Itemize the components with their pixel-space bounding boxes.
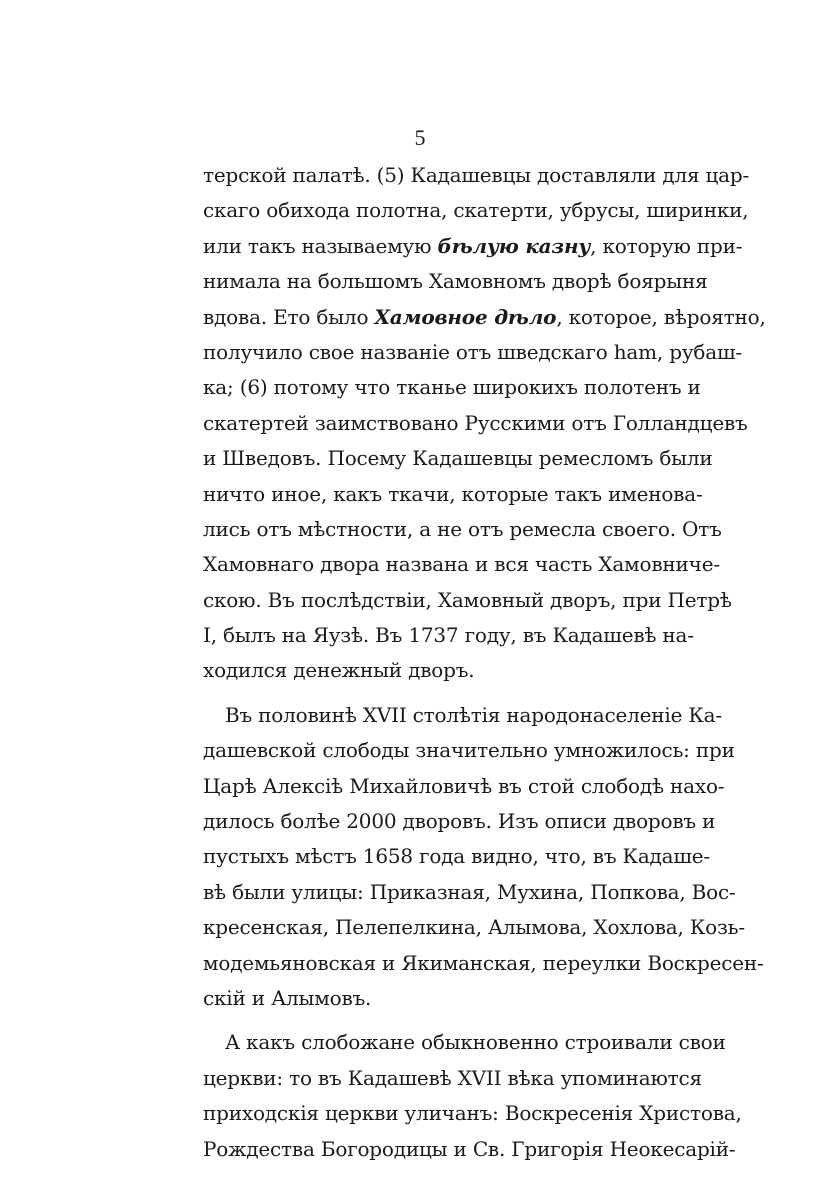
text-line xyxy=(203,512,722,547)
text-segment: скаго обихода полотна, скатерти, убрусы, ширинки, xyxy=(203,198,749,223)
emphasized-text: бѣлую казну xyxy=(437,233,591,258)
text-line xyxy=(203,406,748,441)
text-segment: Рождества Богородицы и Св. Григорія Неокесарій- xyxy=(203,1136,736,1161)
text-segment: получило свое названіе отъ шведскаго ham, рубаш- xyxy=(203,339,742,364)
text-segment: Царѣ Алексіѣ Михайловичѣ въ стой слободѣ нахо- xyxy=(203,773,725,798)
body-text xyxy=(203,158,766,1167)
text-line xyxy=(203,264,708,299)
text-segment: терской палатѣ. (5) Кадашевцы доставляли для цар- xyxy=(203,163,750,187)
text-line xyxy=(203,981,685,1016)
text-segment: скатертей заимствовано Русскими отъ Голландцевъ xyxy=(203,410,748,435)
text-segment: или такъ называемую xyxy=(203,233,438,258)
text-segment: приходскія церкви уличанъ: Воскресенія Христова, xyxy=(203,1101,742,1126)
text-line xyxy=(203,1096,742,1131)
text-line xyxy=(203,910,745,945)
text-segment: модемьяновская и Якиманская, переулки Воскресен- xyxy=(203,950,764,975)
paragraph-gap xyxy=(203,689,685,698)
text-segment: кресенская, Пелепелкина, Алымова, Хохлова, Козь- xyxy=(203,915,745,940)
text-segment: вдова. Ето было xyxy=(203,304,375,329)
page-number: 5 xyxy=(414,125,426,150)
text-line xyxy=(203,875,736,910)
text-line xyxy=(203,583,732,618)
text-line xyxy=(203,193,749,228)
text-line xyxy=(203,300,766,335)
text-line xyxy=(203,618,694,653)
text-line xyxy=(203,1132,736,1167)
text-segment: дилось болѣе 2000 дворовъ. Изъ описи дворовъ и xyxy=(203,809,716,834)
text-line xyxy=(203,441,713,476)
paragraph xyxy=(203,158,766,689)
text-line xyxy=(203,1061,702,1096)
paragraph xyxy=(203,698,764,1017)
text-segment: Въ половинѣ XVII столѣтія народонаселеніе Ка- xyxy=(225,702,722,727)
text-segment: скою. Въ послѣдствіи, Хамовный дворъ, при Петрѣ xyxy=(203,587,732,612)
text-segment: Хамовнаго двора названа и вся часть Хамовниче- xyxy=(203,552,720,577)
text-segment: ка; (6) потому что тканье широкихъ полотенъ и xyxy=(203,375,701,400)
text-line xyxy=(203,653,685,688)
text-line xyxy=(203,477,703,512)
text-segment: I, былъ на Яузѣ. Въ 1737 году, въ Кадашевѣ на- xyxy=(203,623,694,648)
text-line xyxy=(203,839,710,874)
text-line xyxy=(203,229,743,264)
text-segment: , которую при- xyxy=(590,233,743,258)
text-line xyxy=(203,1025,726,1060)
text-segment: ничто иное, какъ ткачи, которые такъ именова- xyxy=(203,481,703,506)
text-line xyxy=(203,946,764,981)
text-line xyxy=(203,335,742,370)
text-line xyxy=(203,547,720,582)
text-segment: , которое, вѣроятно, xyxy=(556,304,766,329)
text-segment: ходился денежный дворъ. xyxy=(203,658,475,683)
text-line xyxy=(203,698,722,733)
text-line xyxy=(203,158,750,193)
text-segment: лись отъ мѣстности, а не отъ ремесла своего. Отъ xyxy=(203,516,722,541)
emphasized-text: Хамовное дѣло xyxy=(374,304,557,329)
text-line xyxy=(203,769,725,804)
paragraph xyxy=(203,1025,742,1167)
text-segment: нимала на большомъ Хамовномъ дворѣ боярыня xyxy=(203,269,708,294)
text-segment: пустыхъ мѣстъ 1658 года видно, что, въ Кадаше- xyxy=(203,844,710,869)
text-segment: церкви: то въ Кадашевѣ XVII вѣка упоминаются xyxy=(203,1065,702,1090)
text-segment: вѣ были улицы: Приказная, Мухина, Попкова, Вос- xyxy=(203,879,736,904)
paragraph-gap xyxy=(203,1016,685,1025)
text-segment: скій и Алымовъ. xyxy=(203,985,372,1010)
text-line xyxy=(203,370,701,405)
text-line xyxy=(203,804,716,839)
text-segment: дашевской слободы значительно умножилось: при xyxy=(203,738,735,763)
text-segment: и Шведовъ. Посему Кадашевцы ремесломъ были xyxy=(203,446,713,471)
text-line xyxy=(203,733,735,768)
text-segment: А какъ слобожане обыкновенно строивали свои xyxy=(225,1030,726,1055)
